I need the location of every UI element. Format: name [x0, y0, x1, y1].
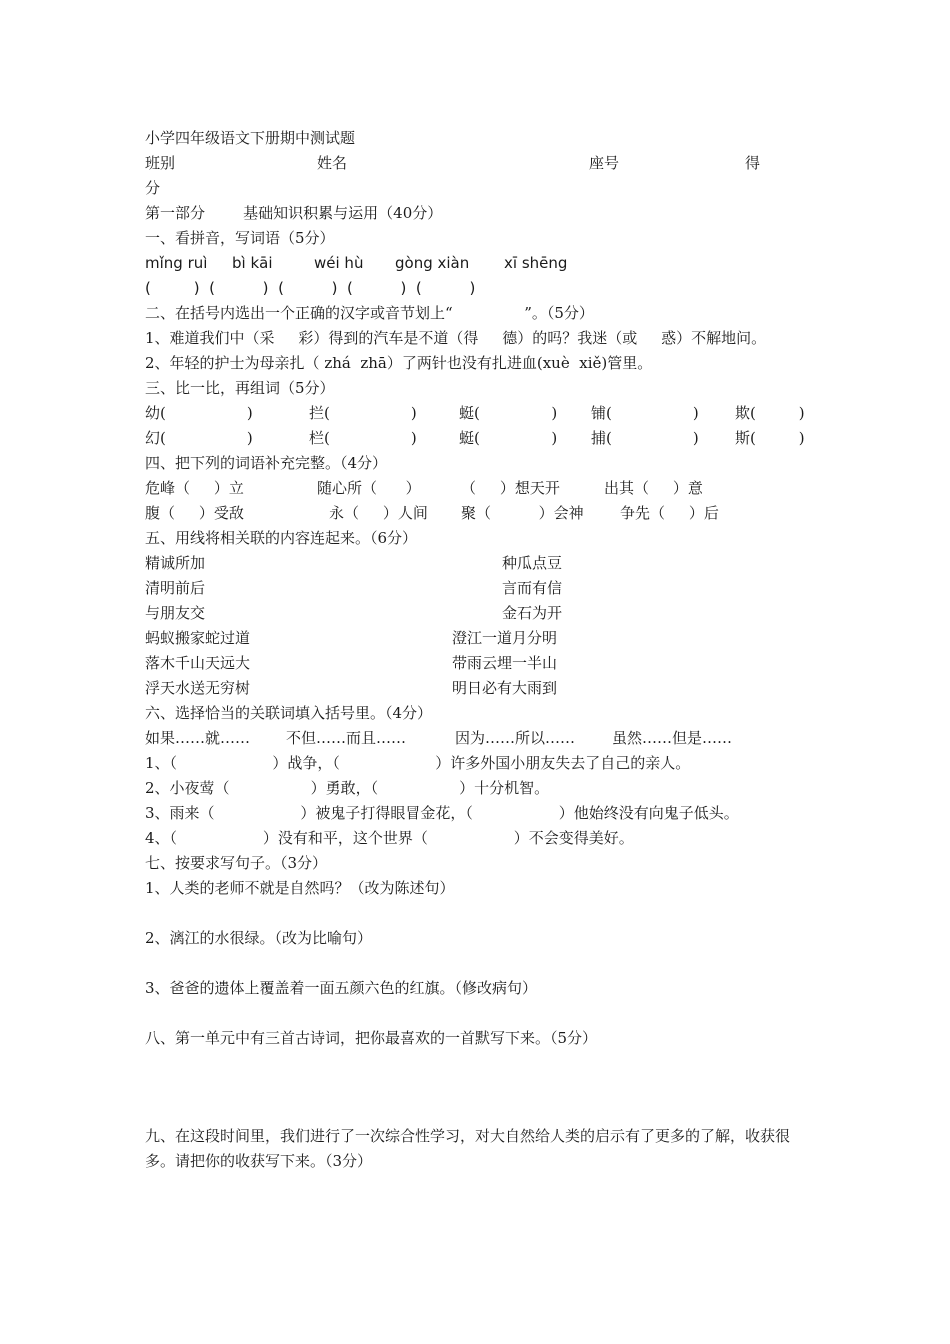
- idiom-item: （ ）想天开: [461, 479, 560, 497]
- pinyin-item: bì kāi: [232, 254, 273, 272]
- q6-line: 4、（ ）没有和平，这个世界（ ）不会变得美好。: [145, 829, 634, 847]
- q2-line: 2、年轻的护士为母亲扎（ zhá zhā）了两针也没有扎进血(xuè xiě)管里。: [145, 354, 653, 372]
- compare-item: 捕( ): [591, 429, 699, 447]
- pinyin-item: xī shēng: [504, 254, 568, 272]
- match-right-item[interactable]: 言而有信: [502, 579, 563, 597]
- idiom-item: 聚（ ）会神: [461, 504, 584, 522]
- idiom-item: 随心所（ ）: [317, 479, 421, 497]
- q7-title: 七、按要求写句子。（3分）: [145, 854, 328, 872]
- compare-item: 幻( ): [145, 429, 253, 447]
- q7-line: 2、漓江的水很绿。（改为比喻句）: [145, 929, 373, 947]
- conjunction-option: 不但……而且……: [286, 729, 407, 747]
- pinyin-item: mǐng ruì: [145, 254, 208, 272]
- q5-title: 五、用线将相关联的内容连起来。（6分）: [145, 529, 418, 547]
- conjunction-option: 如果……就……: [145, 729, 251, 747]
- score-label-cont: 分: [145, 179, 161, 197]
- q2-title: 二、在括号内选出一个正确的汉字或音节划上“ ”。（5分）: [145, 304, 594, 322]
- q7-line: 1、人类的老师不就是自然吗？（改为陈述句）: [145, 879, 455, 897]
- compare-item: 蜓( ): [459, 429, 558, 447]
- match-left-item[interactable]: 清明前后: [145, 579, 206, 597]
- idiom-item: 争先（ ）后: [620, 504, 719, 522]
- idiom-item: 永（ ）人间: [329, 504, 428, 522]
- q1-title: 一、看拼音，写词语（5分）: [145, 229, 335, 247]
- compare-item: 铺( ): [591, 404, 699, 422]
- class-label: 班别: [145, 154, 176, 172]
- idiom-item: 危峰（ ）立: [145, 479, 244, 497]
- conjunction-option: 因为……所以……: [455, 729, 576, 747]
- q6-line: 1、（ ）战争，（ ）许多外国小朋友失去了自己的亲人。: [145, 754, 691, 772]
- pinyin-item: wéi hù: [314, 254, 364, 272]
- match-left-item[interactable]: 浮天水送无穷树: [145, 679, 251, 697]
- q6-line: 2、小夜莺（ ）勇敢，（ ）十分机智。: [145, 779, 550, 797]
- q6-title: 六、选择恰当的关联词填入括号里。（4分）: [145, 704, 433, 722]
- q2-line: 1、难道我们中（采 彩）得到的汽车是不道（得 德）的吗？我迷（或 惑）不解地问。: [145, 329, 767, 347]
- compare-item: 欺( ): [735, 404, 805, 422]
- page-title: 小学四年级语文下册期中测试题: [145, 129, 356, 147]
- match-left-item[interactable]: 落木千山天远大: [145, 654, 251, 672]
- q8-title: 八、第一单元中有三首古诗词，把你最喜欢的一首默写下来。（5分）: [145, 1029, 598, 1047]
- match-left-item[interactable]: 与朋友交: [145, 604, 206, 622]
- seat-label: 座号: [589, 154, 620, 172]
- match-left-item[interactable]: 蚂蚁搬家蛇过道: [145, 629, 251, 647]
- conjunction-option: 虽然……但是……: [612, 729, 733, 747]
- score-label: 得: [745, 154, 761, 172]
- q7-line: 3、爸爸的遗体上覆盖着一面五颜六色的红旗。（修改病句）: [145, 979, 538, 997]
- match-right-item[interactable]: 金石为开: [502, 604, 563, 622]
- match-right-item[interactable]: 明日必有大雨到: [452, 679, 558, 697]
- q6-line: 3、雨来（ ）被鬼子打得眼冒金花，（ ）他始终没有向鬼子低头。: [145, 804, 739, 822]
- match-right-item[interactable]: 种瓜点豆: [502, 554, 563, 572]
- compare-item: 蜓( ): [459, 404, 558, 422]
- q4-title: 四、把下列的词语补充完整。（4分）: [145, 454, 388, 472]
- part-one-heading: 第一部分 基础知识积累与运用（40分）: [145, 204, 443, 222]
- q3-title: 三、比一比，再组词（5分）: [145, 379, 335, 397]
- compare-item: 幼( ): [145, 404, 253, 422]
- name-label: 姓名: [317, 154, 348, 172]
- q9-paragraph: 九、在这段时间里，我们进行了一次综合性学习，对大自然给人类的启示有了更多的了解，收获很多。请把你的收获写下来。（3分）: [145, 1127, 791, 1170]
- match-right-item[interactable]: 带雨云埋一半山: [452, 654, 558, 672]
- compare-item: 栏( ): [309, 429, 417, 447]
- pinyin-item: gòng xiàn: [395, 254, 470, 272]
- compare-item: 拦( ): [309, 404, 417, 422]
- answer-blanks[interactable]: ( ) ( ) ( ) ( ) ( ): [145, 279, 476, 297]
- idiom-item: 腹（ ）受敌: [145, 504, 244, 522]
- match-right-item[interactable]: 澄江一道月分明: [452, 629, 558, 647]
- match-left-item[interactable]: 精诚所加: [145, 554, 206, 572]
- compare-item: 斯( ): [735, 429, 805, 447]
- idiom-item: 出其（ ）意: [604, 479, 703, 497]
